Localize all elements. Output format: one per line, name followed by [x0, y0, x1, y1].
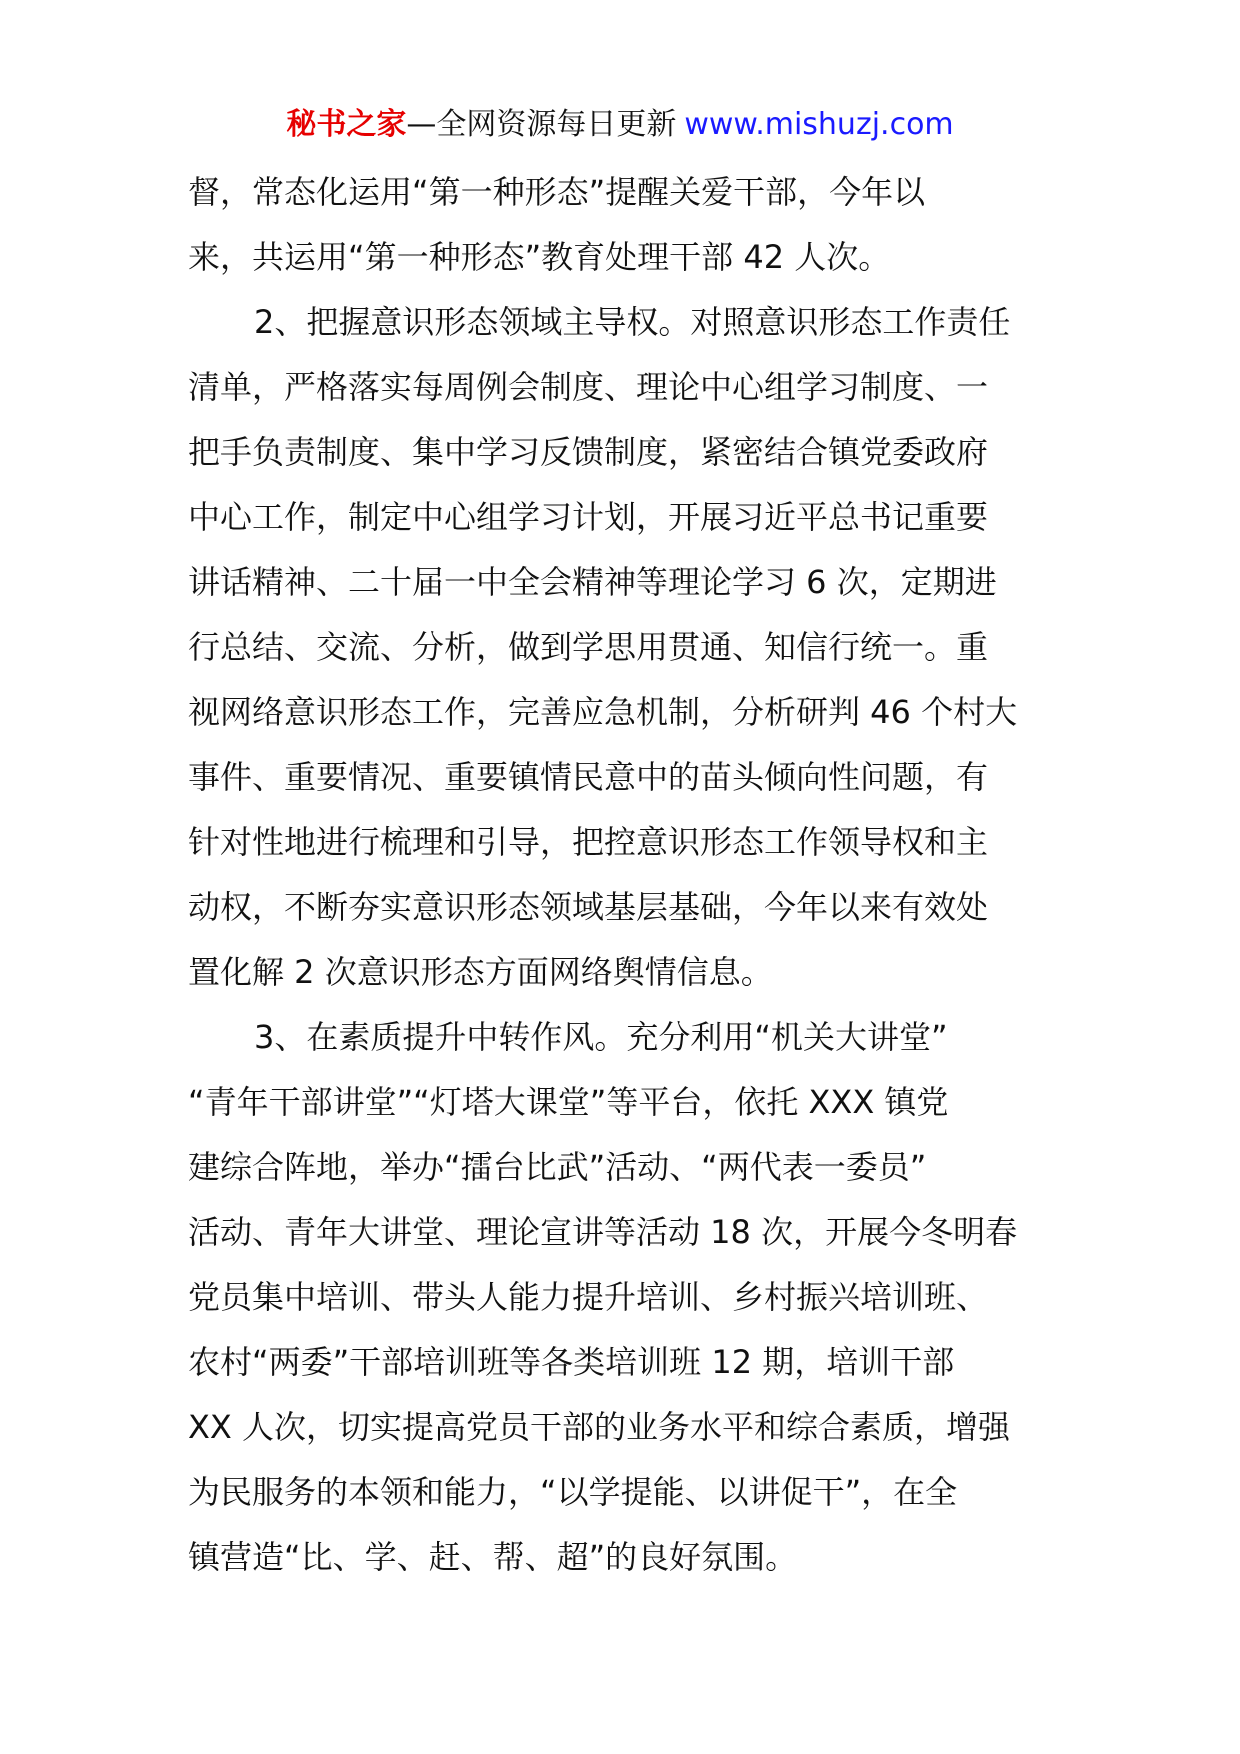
text-line: “青年干部讲堂”“灯塔大课堂”等平台，依托 XXX 镇党 [188, 1083, 949, 1121]
text-line: 事件、重要情况、重要镇情民意中的苗头倾向性问题，有 [188, 758, 989, 796]
text-line: 视网络意识形态工作，完善应急机制，分析研判 46 个村大 [188, 693, 1018, 731]
text-line: XX 人次，切实提高党员干部的业务水平和综合素质，增强 [188, 1408, 1011, 1446]
text-line: 动权，不断夯实意识形态领域基层基础，今年以来有效处 [188, 888, 989, 926]
site-url-link[interactable]: www.mishuzj.com [684, 107, 954, 142]
text-line: 把手负责制度、集中学习反馈制度，紧密结合镇党委政府 [188, 433, 989, 471]
text-line: 针对性地进行梳理和引导，把控意识形态工作领导权和主 [188, 823, 989, 861]
text-line: 3、在素质提升中转作风。充分利用“机关大讲堂” [254, 1018, 948, 1056]
text-line: 督，常态化运用“第一种形态”提醒关爱干部，今年以 [188, 173, 926, 211]
text-line: 农村“两委”干部培训班等各类培训班 12 期，培训干部 [188, 1343, 955, 1381]
text-line: 清单，严格落实每周例会制度、理论中心组学习制度、一 [188, 368, 989, 406]
header-tagline: —全网资源每日更新 [406, 107, 677, 142]
body-text [188, 160, 1068, 1590]
page-header [0, 100, 1240, 150]
text-line: 2、把握意识形态领域主导权。对照意识形态工作责任 [254, 303, 1011, 341]
text-line: 活动、青年大讲堂、理论宣讲等活动 18 次，开展今冬明春 [188, 1213, 1018, 1251]
text-line: 中心工作，制定中心组学习计划，开展习近平总书记重要 [188, 498, 989, 536]
text-line: 讲话精神、二十届一中全会精神等理论学习 6 次，定期进 [188, 563, 997, 601]
text-line: 为民服务的本领和能力，“以学提能、以讲促干”，在全 [188, 1473, 958, 1511]
text-line: 置化解 2 次意识形态方面网络舆情信息。 [188, 953, 773, 991]
text-line: 镇营造“比、学、赶、帮、超”的良好氛围。 [188, 1538, 798, 1576]
brand-name: 秘书之家 [286, 107, 407, 142]
text-line: 党员集中培训、带头人能力提升培训、乡村振兴培训班、 [188, 1278, 989, 1316]
text-line: 来，共运用“第一种形态”教育处理干部 42 人次。 [188, 238, 891, 276]
text-line: 行总结、交流、分析，做到学思用贯通、知信行统一。重 [188, 628, 989, 666]
text-line: 建综合阵地，举办“擂台比武”活动、“两代表一委员” [188, 1148, 927, 1186]
